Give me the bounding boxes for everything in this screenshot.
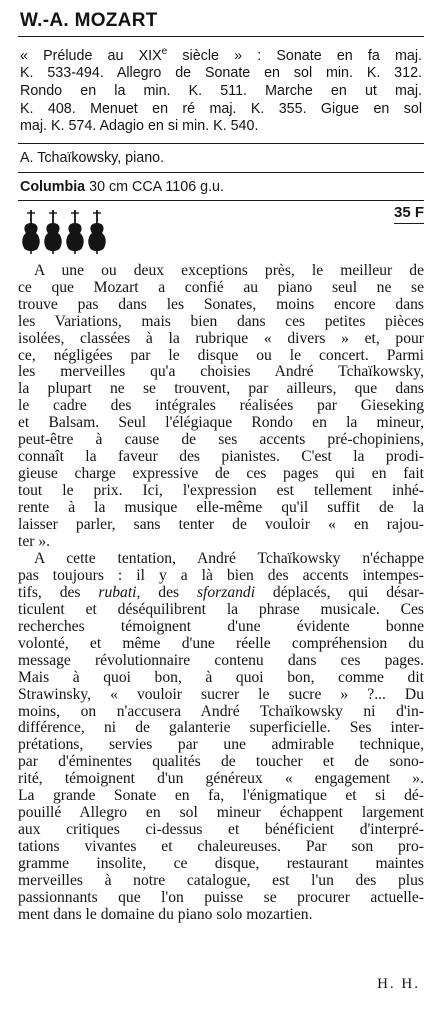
review-line: message révolutionnaire contenu dans ces pages.	[18, 651, 424, 669]
record-details: 30 cm CCA 1106 g.u.	[89, 178, 224, 195]
review-line: La grande Sonate en fa, l'énigmatique et si dé-	[18, 787, 424, 805]
review-line: et Balsam. Seul l'élégiaque Rondo en la mineur,	[18, 414, 424, 432]
review-card	[18, 8, 424, 924]
record-reference	[18, 173, 424, 200]
review-line: trouve pas dans les Sonates, moins encore dans	[18, 295, 424, 313]
review-line: recherches témoignent d'une évidente bonne	[18, 617, 424, 635]
review-line: ment dans le domaine du piano solo mozartien.	[18, 905, 313, 923]
review-line: Strawinsky, « vouloir sucrer le sucre » ?... Du	[18, 685, 424, 703]
composer-heading: W.-A. MOZART	[20, 10, 158, 31]
review-line: A cette tentation, André Tchaïkowsky n'échappe	[34, 549, 424, 567]
works-list	[18, 37, 424, 143]
review-line: isolées, classées à la rubrique « divers » et, pour	[18, 329, 424, 347]
rating-violins	[20, 209, 108, 255]
works-line: « Prélude au XIXe siècle » : Sonate en fa maj.	[20, 46, 422, 64]
works-line: maj. K. 574. Adagio en si min. K. 540.	[20, 118, 259, 135]
violin-icon	[88, 210, 105, 254]
violin-icon	[66, 210, 83, 254]
review-line: le cadre des intégrales réalisées par Gieseking	[18, 397, 424, 415]
violin-icon	[44, 210, 61, 254]
review-line: prétations, servies par une admirable technique,	[18, 736, 424, 754]
review-body	[18, 263, 424, 924]
review-line: passionnants que l'on puisse se procurer actuelle-	[18, 889, 424, 906]
review-line: les Variations, mais bien dans ces petites pièces	[18, 312, 424, 330]
review-line: la plupart ne se trouvent, par ailleurs, que dans	[18, 380, 424, 398]
review-line: ter ».	[18, 532, 51, 550]
review-line: Mais à quoi bon, à quoi bon, comme dit	[18, 668, 424, 686]
review-line: laisser parler, sans tenter de vouloir « en rajou-	[18, 516, 424, 534]
review-line: rité, témoignent d'un généreux « engagement ».	[18, 770, 424, 788]
rating-price-row	[18, 201, 424, 263]
review-line: par d'éminentes qualités de toucher et de sono-	[18, 753, 424, 771]
review-line: les merveilles qu'a choisies André Tchaïkowsky,	[18, 363, 424, 381]
review-line: tout le prix. Ici, l'expression est tellement inhé-	[18, 482, 424, 500]
review-line: ticulent et déséquilibrent la phrase musicale. Ces	[18, 600, 424, 618]
review-line: rente à la musique elle-même qu'il suffit de la	[18, 499, 424, 517]
review-line: peut-être à cause de ses accents pré-chopiniens,	[18, 431, 424, 449]
review-line: tations vivantes et chaleureuses. Par son pro-	[18, 838, 424, 856]
works-line: K. 408. Menuet en ré maj. K. 355. Gigue en sol	[20, 100, 422, 117]
review-line: tifs, des rubati, des sforzandi déplacés, qui désar-	[18, 583, 424, 601]
review-line: A une ou deux exceptions près, le meilleur de	[34, 261, 424, 279]
review-line: ce que Mozart a confié au piano seul ne se	[18, 278, 424, 296]
review-line: différence, ni de galanterie superficielle. Ses inter-	[18, 719, 424, 737]
review-line: merveilles à notre catalogue, est l'un des plus	[18, 872, 424, 890]
review-line: moins, on n'accusera André Tchaïkowsky ni d'in-	[18, 702, 424, 720]
works-line: K. 533-494. Allegro de Sonate en sol min. K. 312.	[20, 65, 422, 82]
works-line: Rondo en la min. K. 511. Marche en ut maj.	[20, 82, 422, 99]
record-label: Columbia	[20, 178, 86, 195]
review-line: gieuse charge expressive de ces pages qui en fait	[18, 465, 424, 483]
reviewer-signature: H. H.	[377, 976, 420, 992]
review-line: pouillé Allegro en sol mineur échappent largement	[18, 804, 424, 822]
review-line: gramme insolite, ce disque, restaurant maintes	[18, 855, 424, 873]
violin-icon	[22, 210, 39, 254]
review-line: ce, négligées par le disque ou le concert. Parmi	[18, 346, 424, 364]
review-line: volonté, et même d'une réelle compréhension du	[18, 634, 424, 652]
performer-credit: A. Tchaïkowsky, piano.	[20, 149, 165, 166]
review-line: aux critiques ci-dessus et bénéficient d'interpré-	[18, 821, 424, 839]
price-tag: 35 F	[394, 204, 424, 224]
review-line: connaît la faveur des pianistes. C'est la prodi-	[18, 448, 424, 466]
review-line: pas toujours : il y a là bien des accents intempes-	[18, 566, 424, 584]
